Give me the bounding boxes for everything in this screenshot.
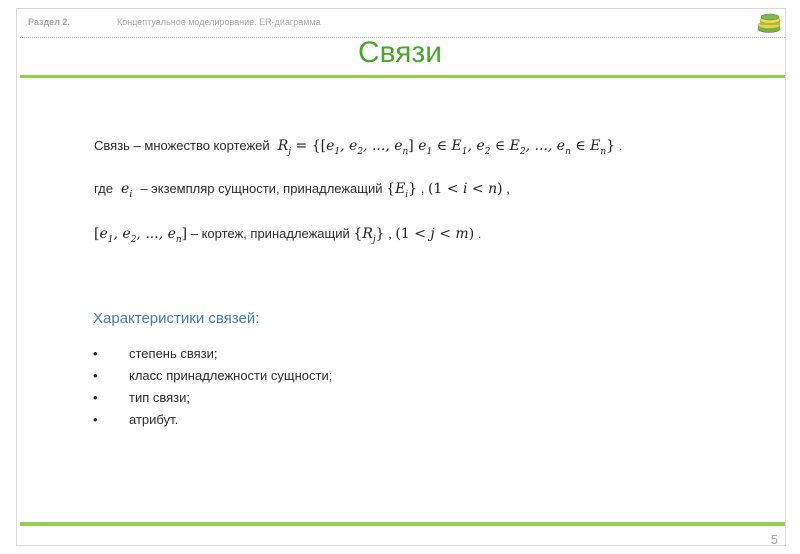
- list-item: [93, 346, 332, 368]
- bullet-icon: •: [93, 412, 98, 427]
- tuple-definition: [$e_1$, $e_2$, ..., $e_n$] – кортеж, принадлежащий $\{R_j\}$ , (1 < j < m) .: [94, 226, 482, 245]
- tuple-range: (1 < j < m): [395, 226, 475, 242]
- tuple-formula: [$e_1$, $e_2$, ..., $e_n$]: [94, 226, 188, 245]
- instance-range: (1 < i < n): [427, 181, 503, 197]
- instance-variable: $e_i$: [116, 181, 133, 200]
- list-item-text: тип связи;: [129, 390, 191, 405]
- list-item: [93, 368, 332, 390]
- relationship-definition: Связь – множество кортежей $R_j = \{[e_1$, $e_2$, ..., $e_n$] $e_1$ ∈ $E_1$, $e_2$ ∈ $E_2$, ..., $e_n$ ∈ $E_n$} .: [94, 138, 623, 157]
- page-number: 5: [770, 532, 778, 547]
- entity-instance-definition: где $e_i$ – экземпляр сущности, принадлежащий $\{E_i\}$ , (1 < i < n) ,: [94, 181, 510, 200]
- bullet-icon: •: [93, 346, 98, 361]
- list-item-text: степень связи;: [129, 346, 218, 361]
- list-item: [93, 390, 332, 412]
- section-label: Раздел 2.: [28, 17, 70, 27]
- list-item-text: класс принадлежности сущности;: [129, 368, 333, 383]
- list-item-text: атрибут.: [129, 412, 179, 427]
- header-subtitle: Концептуальное моделирование. ER-диаграмма: [117, 17, 321, 27]
- where-prefix: где: [94, 181, 113, 196]
- bullet-icon: •: [93, 390, 98, 405]
- characteristics-heading: Характеристики связей:: [93, 310, 260, 327]
- relationship-formula: $R_j = \{[e_1$, $e_2$, ..., $e_n$] $e_1$ ∈ $E_1$, $e_2$ ∈ $E_2$, ..., $e_n$ ∈ $E_n$}: [273, 138, 616, 157]
- instance-text: – экземпляр сущности, принадлежащий: [140, 181, 383, 196]
- bullet-icon: •: [93, 368, 98, 383]
- title-underline: [20, 75, 785, 78]
- entity-set: $\{E_i\}$: [386, 181, 418, 200]
- list-item: [93, 412, 332, 434]
- page-title: Связи: [357, 36, 443, 69]
- definition-text: Связь – множество кортежей: [94, 138, 270, 153]
- footer-bar: [20, 522, 785, 526]
- characteristics-list: [93, 346, 332, 434]
- relationship-set: $\{R_j\}$: [353, 226, 385, 245]
- database-stack-icon: [756, 12, 784, 34]
- slide-frame: [16, 8, 786, 546]
- tuple-text: – кортеж, принадлежащий: [190, 226, 350, 241]
